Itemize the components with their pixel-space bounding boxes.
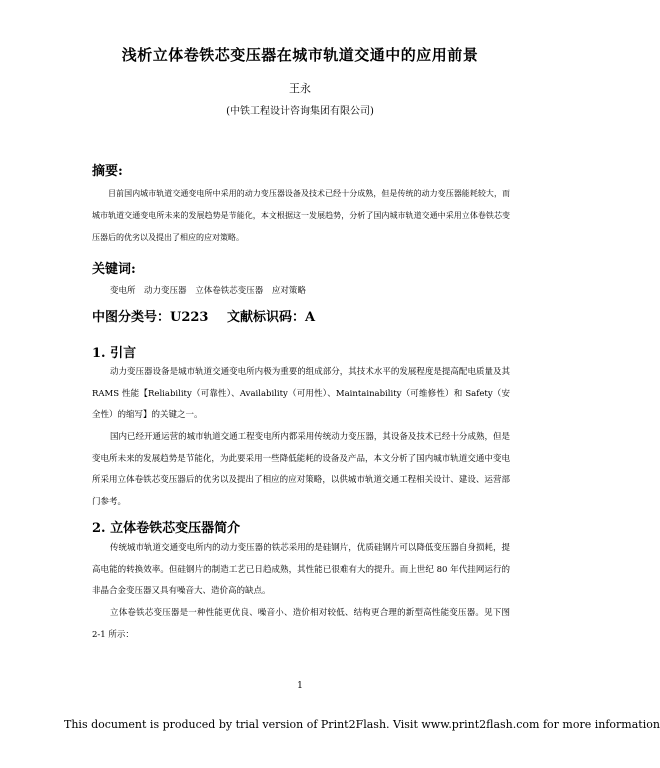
clc-number: 中图分类号：U223 <box>92 310 209 325</box>
classification-line <box>92 306 329 325</box>
trial-watermark-footer: This document is produced by trial version of Print2Flash. Visit www.print2flash.com for more information <box>64 718 660 731</box>
keywords-heading: 关键词: <box>92 262 136 277</box>
paragraph: 国内已经开通运营的城市轨道交通工程变电所内都采用传统动力变压器，其设备及技术已经十分成熟，但是变电所未来的发展趋势是节能化，为此要采用一些降低能耗的设备及产品，本文分析了国内城市轨道交通中变电所采用立体卷铁芯变压器后的优劣以及提出了相应的应对策略，以供城市轨道交通工程相关设计、建设、运营部门参考。 <box>92 432 510 507</box>
keywords-text: 变电所 动力变压器 立体卷铁芯变压器 应对策略 <box>110 286 306 296</box>
paragraph: 动力变压器设备是城市轨道交通变电所内极为重要的组成部分，其技术水平的发展程度是提高配电质量及其 RAMS 性能【Reliability（可靠性）、Availability（可用性）、Maintainability（可维修性）和 Safety（安全性）的缩写】的关键之一。 <box>92 367 510 420</box>
abstract-heading: 摘要: <box>92 164 123 179</box>
paper-title: 浅析立体卷铁芯变压器在城市轨道交通中的应用前景 <box>121 46 479 64</box>
section-heading-transformer-intro: 2. 立体卷铁芯变压器简介 <box>92 521 241 536</box>
abstract-text: 目前国内城市轨道交通变电所中采用的动力变压器设备及技术已经十分成熟，但是传统的动力变压器能耗较大，而城市轨道交通变电所未来的发展趋势是节能化，本文根据这一发展趋势，分析了国内城市轨道交通中采用立体卷铁芯变压器后的优劣以及提出了相应的应对策略。 <box>92 189 510 242</box>
document-code: 文献标识码：A <box>227 310 316 325</box>
paragraph: 立体卷铁芯变压器是一种性能更优良、噪音小、造价相对较低、结构更合理的新型高性能变压器。见下图 2-1 所示： <box>92 608 510 640</box>
author: 王永 <box>289 82 311 95</box>
affiliation: (中铁工程设计咨询集团有限公司) <box>226 106 374 117</box>
paragraph: 传统城市轨道交通变电所内的动力变压器的铁芯采用的是硅钢片，优质硅钢片可以降低变压器自身损耗，提高电能的转换效率。但硅钢片的制造工艺已日趋成熟，其性能已很难有大的提升。而上世纪 80 年代挂网运行的非晶合金变压器又具有噪音大、造价高的缺点。 <box>92 543 510 596</box>
page-number: 1 <box>297 681 303 691</box>
section-heading-introduction: 1. 引言 <box>92 346 137 361</box>
